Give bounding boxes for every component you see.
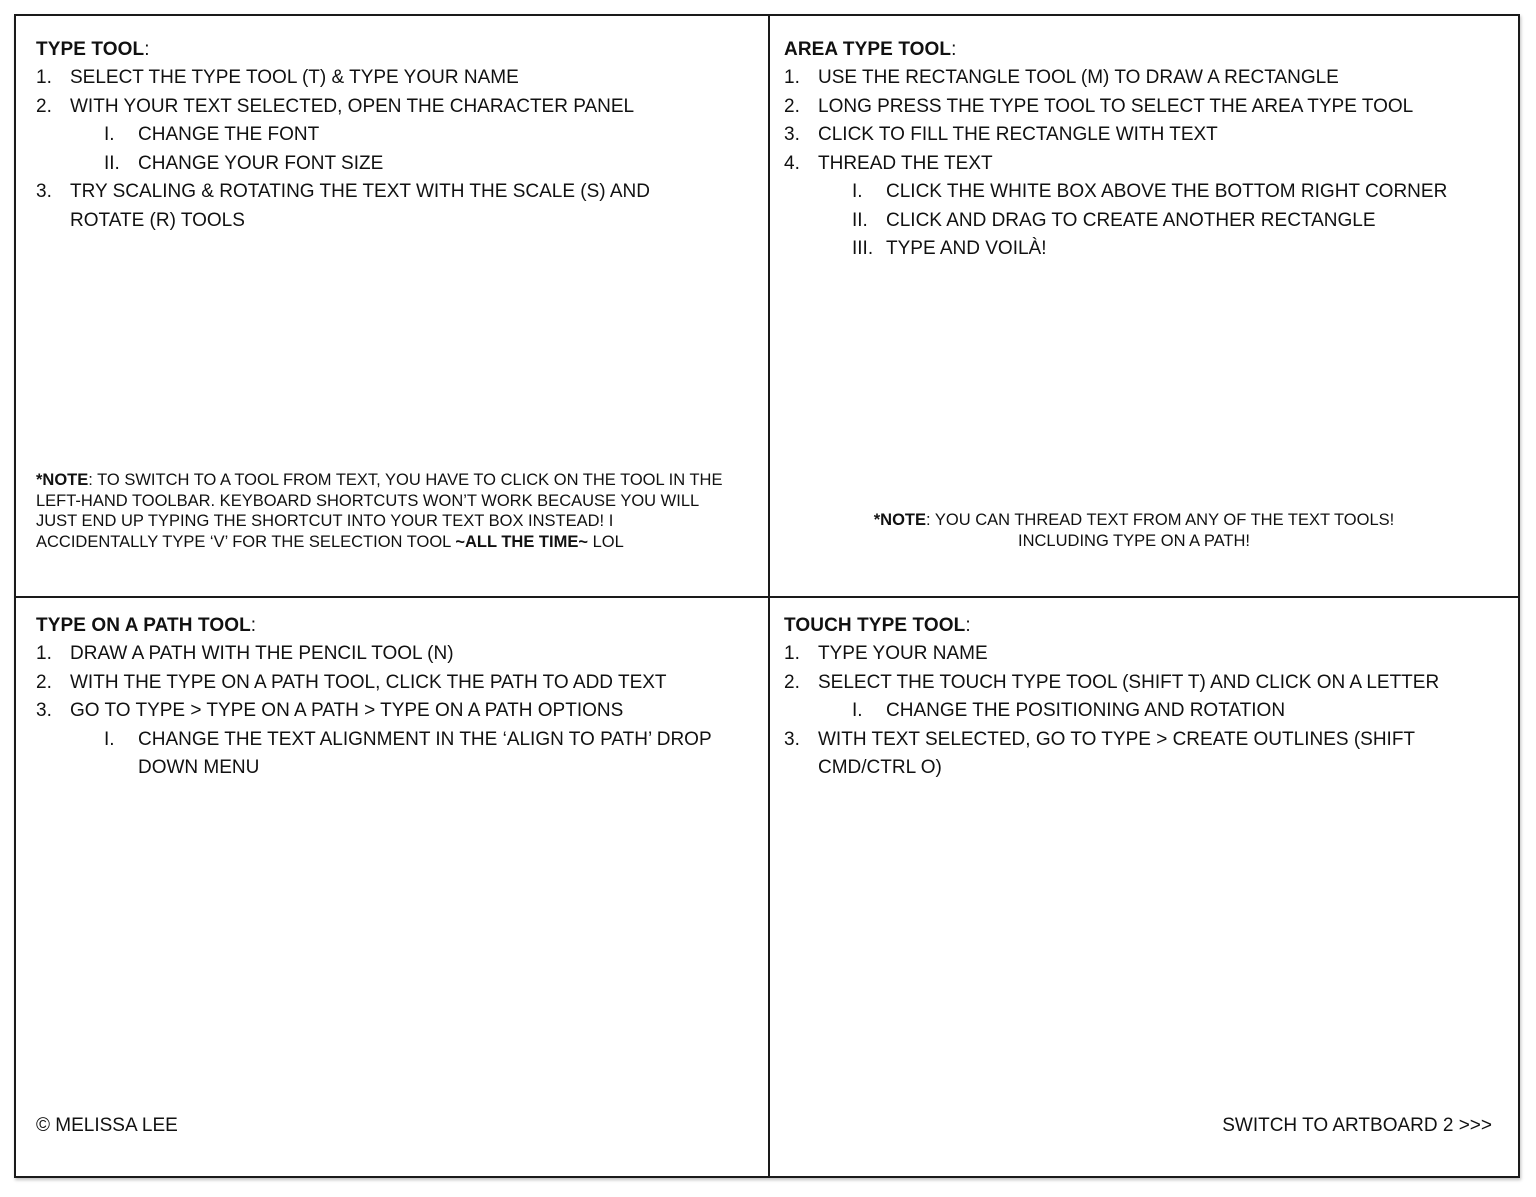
panel-title-name: TOUCH TYPE TOOL: [784, 615, 966, 636]
list-item-text: GO TO TYPE > TYPE ON A PATH > TYPE ON A PATH OPTIONS: [70, 700, 624, 721]
switch-artboard-link[interactable]: SWITCH TO ARTBOARD 2 >>>: [1222, 1115, 1492, 1136]
list-item-text: USE THE RECTANGLE TOOL (M) TO DRAW A RECTANGLE: [818, 67, 1339, 88]
sub-list-item: [784, 178, 1484, 207]
sub-list-item: [784, 207, 1484, 236]
panel-title: [36, 36, 726, 64]
panel-title: [784, 612, 1484, 640]
list-item-text: CLICK THE WHITE BOX ABOVE THE BOTTOM RIGHT CORNER: [886, 181, 1448, 202]
type-on-path-tool-panel: [36, 612, 726, 783]
note-switch-tools: [36, 470, 726, 552]
list-item-number: 2.: [784, 671, 800, 693]
note-label: *NOTE: [873, 511, 927, 529]
list-item-number: II.: [852, 209, 868, 231]
list-item: [784, 150, 1484, 179]
panel-title-suffix: :: [951, 39, 957, 60]
list-item-number: 3.: [784, 124, 800, 145]
list-item: [36, 93, 726, 122]
note-label: *NOTE: [36, 471, 89, 489]
note-text-end: LOL: [587, 532, 624, 551]
list-item-number: 2.: [784, 95, 800, 117]
list-item: [784, 726, 1438, 783]
list-item-number: 1.: [36, 643, 52, 664]
list-item-text: THREAD THE TEXT: [818, 152, 993, 174]
sub-list-item: [36, 726, 768, 783]
list-item-text: CLICK TO FILL THE RECTANGLE WITH TEXT: [818, 124, 1218, 145]
note-line-2: INCLUDING TYPE ON A PATH!: [1018, 531, 1250, 550]
list-item: [36, 178, 670, 235]
list-item: [36, 697, 726, 726]
sub-list-item: [784, 697, 1484, 726]
list-item-text: WITH THE TYPE ON A PATH TOOL, CLICK THE PATH TO ADD TEXT: [70, 671, 667, 693]
sub-list-item: [36, 150, 726, 179]
list-item-number: I.: [852, 181, 863, 202]
note-emphasis: ~ALL THE TIME~: [455, 532, 588, 551]
horizontal-divider: [16, 596, 1518, 598]
note-line-1: [784, 510, 1484, 531]
list-item: [784, 64, 1484, 93]
copyright-text: © MELISSA LEE: [36, 1115, 178, 1136]
list-item-text: CHANGE THE TEXT ALIGNMENT IN THE ‘ALIGN TO PATH’ DROP DOWN MENU: [138, 728, 712, 778]
list-item-text: LONG PRESS THE TYPE TOOL TO SELECT THE AREA TYPE TOOL: [818, 95, 1414, 117]
list-item: [36, 64, 726, 93]
area-type-tool-panel: [784, 36, 1484, 264]
note-text: : YOU CAN THREAD TEXT FROM ANY OF THE TEXT TOOLS!: [926, 511, 1395, 529]
list-item-text: TRY SCALING & ROTATING THE TEXT WITH THE SCALE (S) AND ROTATE (R) TOOLS: [70, 181, 650, 231]
list-item-number: 1.: [784, 67, 800, 88]
list-item-number: II.: [104, 152, 120, 174]
list-item-number: 3.: [36, 700, 52, 721]
sub-list-item: [36, 121, 726, 150]
list-item-text: TYPE YOUR NAME: [818, 643, 988, 664]
list-item: [36, 640, 726, 669]
list-item-text: CLICK AND DRAG TO CREATE ANOTHER RECTANGLE: [886, 209, 1376, 231]
list-item: [36, 669, 726, 698]
type-tool-panel: [36, 36, 726, 235]
list-item-number: 3.: [784, 728, 800, 750]
list-item: [784, 669, 1484, 698]
list-item: [784, 93, 1484, 122]
panel-title-suffix: :: [144, 39, 150, 60]
list-item-text: WITH TEXT SELECTED, GO TO TYPE > CREATE OUTLINES (SHIFT CMD/CTRL O): [818, 728, 1415, 778]
panel-title-suffix: :: [250, 615, 257, 636]
list-item-number: I.: [104, 124, 115, 145]
list-item: [784, 640, 1484, 669]
list-item-text: SELECT THE TOUCH TYPE TOOL (SHIFT T) AND CLICK ON A LETTER: [818, 671, 1440, 693]
touch-type-tool-panel: [784, 612, 1484, 783]
list-item-number: I.: [104, 728, 115, 750]
list-item-number: III.: [852, 238, 874, 259]
list-item-number: 3.: [36, 181, 52, 202]
list-item-text: DRAW A PATH WITH THE PENCIL TOOL (N): [70, 643, 454, 664]
list-item-number: 2.: [36, 95, 52, 117]
list-item-text: TYPE AND VOILÀ!: [886, 238, 1047, 259]
panel-title-suffix: :: [965, 615, 971, 636]
list-item-number: 4.: [784, 152, 800, 174]
list-item-number: 1.: [784, 643, 800, 664]
list-item-text: WITH YOUR TEXT SELECTED, OPEN THE CHARACTER PANEL: [70, 95, 635, 117]
list-item-text: SELECT THE TYPE TOOL (T) & TYPE YOUR NAME: [70, 67, 519, 88]
list-item-number: 1.: [36, 67, 52, 88]
list-item-text: CHANGE THE FONT: [138, 124, 320, 145]
panel-title: [36, 612, 726, 640]
panel-title-name: TYPE ON A PATH TOOL: [36, 615, 251, 636]
sub-list-item: [784, 235, 1484, 264]
panel-title: [784, 36, 1484, 64]
list-item-text: CHANGE THE POSITIONING AND ROTATION: [886, 700, 1286, 721]
note-thread-text: [784, 510, 1484, 551]
panel-title-name: AREA TYPE TOOL: [784, 39, 952, 60]
note-text: : TO SWITCH TO A TOOL FROM TEXT, YOU HAVE TO CLICK ON THE TOOL IN THE LEFT-HAND TOOLBAR. KEYBOARD SHORTCUTS WON’T WORK BECAUSE YOU WILL JUST END UP TYPING THE SHORTCUT INTO YOUR TEXT BOX INSTEAD! I ACCIDENTALLY TYPE ‘V’ FOR THE SELECTION TOOL: [36, 471, 723, 551]
list-item-text: CHANGE YOUR FONT SIZE: [138, 152, 384, 174]
list-item-number: I.: [852, 700, 863, 721]
list-item-number: 2.: [36, 671, 52, 693]
list-item: [784, 121, 1484, 150]
panel-title-name: TYPE TOOL: [36, 39, 145, 60]
